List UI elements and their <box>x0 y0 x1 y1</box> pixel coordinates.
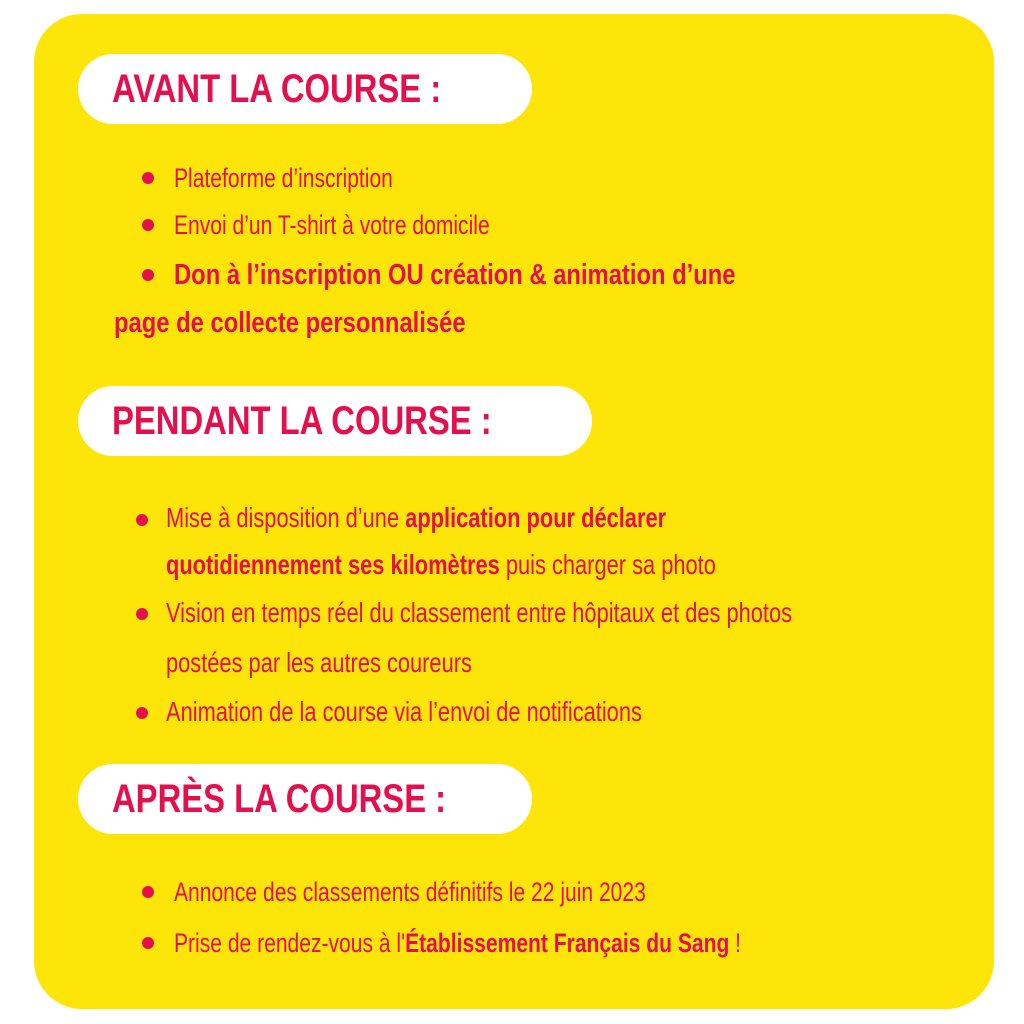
list-item: Annonce des classements définitifs le 22 juin 2023 <box>174 877 646 907</box>
bullet-icon <box>142 269 154 281</box>
list-item-text: puis charger sa photo <box>499 549 716 580</box>
list-item-text: Mise à disposition d’une <box>166 502 406 533</box>
bullet-icon <box>142 172 154 184</box>
list-item-text: ! <box>729 928 742 958</box>
list-item-highlight: application pour déclarer <box>405 502 667 533</box>
bullet-icon <box>136 608 148 620</box>
list-item-highlight: Établissement Français du Sang <box>405 928 730 958</box>
list-item-text: Prise de rendez-vous à l' <box>174 928 406 958</box>
list-item: Vision en temps réel du classement entre hôpitaux et des photos <box>166 597 793 628</box>
list-item-highlight: quotidiennement ses kilomètres <box>166 549 500 580</box>
section-title-pendant: PENDANT LA COURSE : <box>112 398 492 443</box>
bullet-icon <box>136 514 148 526</box>
list-item: Envoi d’un T-shirt à votre domicile <box>174 210 490 240</box>
list-item-continued: postées par les autres coureurs <box>166 647 472 678</box>
bullet-icon <box>142 886 154 898</box>
section-header-pendant <box>78 386 592 456</box>
list-item-bold: Don à l’inscription OU création & animation d’une <box>174 259 736 291</box>
list-item-continued <box>166 547 716 583</box>
bullet-icon <box>142 219 154 231</box>
list-item <box>174 925 741 961</box>
list-item: Animation de la course via l’envoi de notifications <box>166 696 642 727</box>
list-item <box>166 500 666 536</box>
section-header-apres <box>78 764 532 834</box>
section-title-avant: AVANT LA COURSE : <box>112 66 442 111</box>
list-item-bold-continued: page de collecte personnalisée <box>114 307 466 339</box>
bullet-icon <box>136 707 148 719</box>
bullet-icon <box>142 937 154 949</box>
list-item: Plateforme d’inscription <box>174 163 393 193</box>
section-title-apres: APRÈS LA COURSE : <box>112 776 447 821</box>
section-header-avant <box>78 54 532 124</box>
